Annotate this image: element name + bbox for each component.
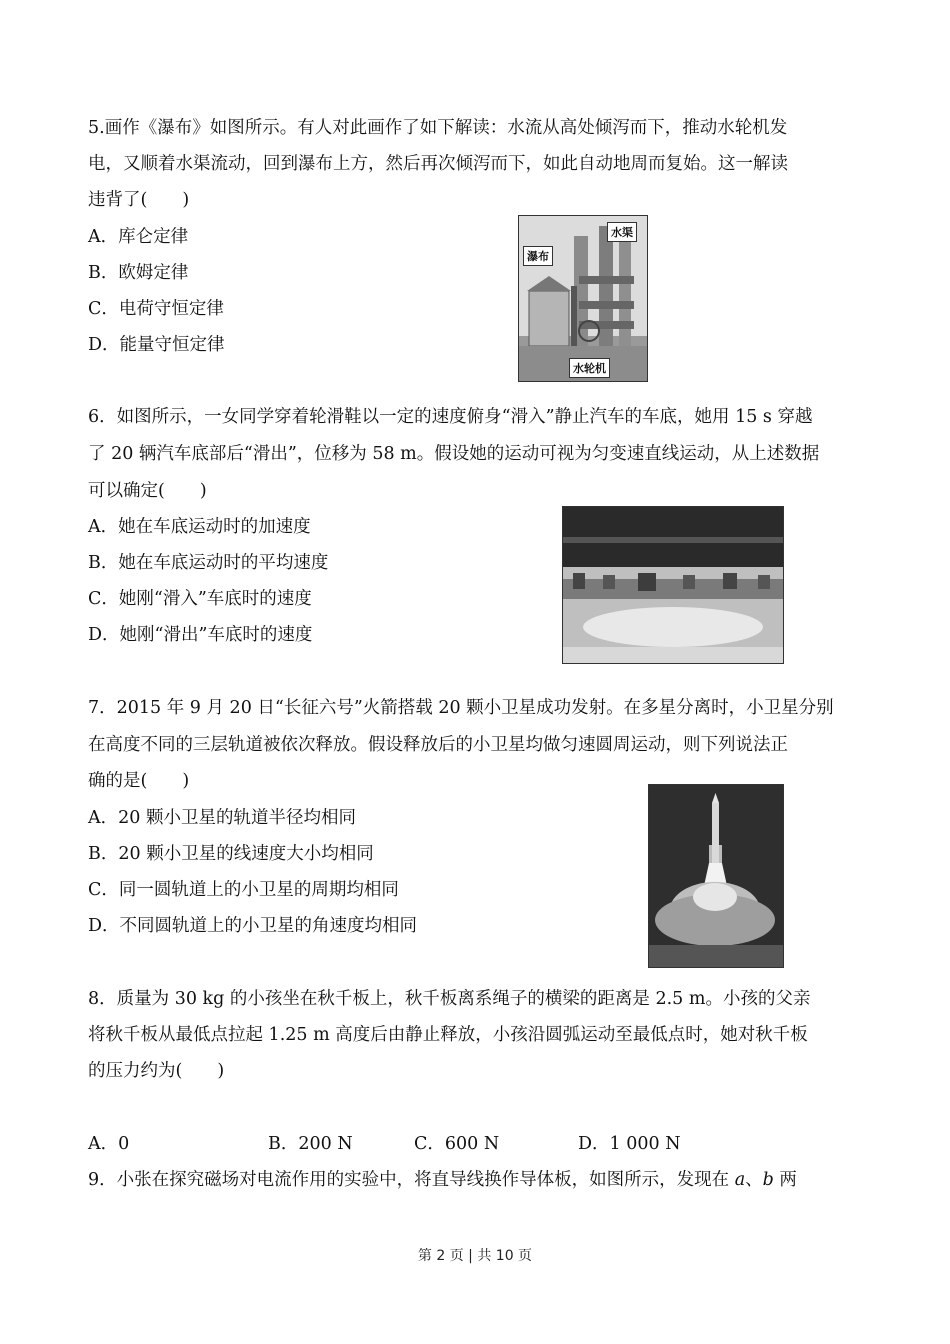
q6-option-d: D．她刚“滑出”车底时的速度 (88, 625, 313, 645)
q7-option-b: B．20 颗小卫星的线速度大小均相同 (88, 844, 374, 864)
q7-option-a: A．20 颗小卫星的轨道半径均相同 (88, 808, 356, 828)
q9-tail: 两 (773, 1170, 797, 1190)
q7-line-1: 7．2015 年 9 月 20 日“长征六号”火箭搭载 20 颗小卫星成功发射。在多星分离时，小卫星分别 (88, 698, 834, 718)
skating-photo-drawing (563, 507, 783, 663)
q7-option-c: C．同一圆轨道上的小卫星的周期均相同 (88, 880, 399, 900)
q8-option-b: B．200 N (268, 1134, 353, 1154)
q8-line-2: 将秋千板从最低点拉起 1.25 m 高度后由静止释放，小孩沿圆弧运动至最低点时，她对秋千板 (88, 1025, 808, 1045)
q6-line-1: 6．如图所示，一女同学穿着轮滑鞋以一定的速度俯身“滑入”静止汽车的车底，她用 15 s 穿越 (88, 407, 813, 427)
q9-var-b: b (762, 1170, 774, 1190)
waterfall-label: 瀑布 (523, 246, 553, 266)
q8-option-d: D．1 000 N (578, 1134, 681, 1154)
q9-line-1 (88, 1168, 797, 1192)
q7-line-3: 确的是( ) (88, 771, 190, 791)
turbine-label: 水轮机 (569, 358, 610, 378)
skating-photo (562, 506, 784, 664)
page-footer: 第 2 页 | 共 10 页 (417, 1248, 533, 1264)
q5-option-d: D．能量守恒定律 (88, 335, 225, 355)
q7-option-d: D．不同圆轨道上的小卫星的角速度均相同 (88, 916, 418, 936)
waterfall-figure (518, 215, 648, 382)
channel-label: 水渠 (607, 222, 637, 242)
q5-option-c: C．电荷守恒定律 (88, 299, 224, 319)
q6-line-3: 可以确定( ) (88, 481, 207, 501)
q5-option-a: A．库仑定律 (88, 227, 189, 247)
q7-line-2: 在高度不同的三层轨道被依次释放。假设释放后的小卫星均做匀速圆周运动，则下列说法正 (88, 735, 788, 755)
q6-option-a: A．她在车底运动时的加速度 (88, 517, 311, 537)
rocket-photo-drawing (649, 785, 783, 967)
q8-option-c: C．600 N (414, 1134, 500, 1154)
q5-line-1: 5.画作《瀑布》如图所示。有人对此画作了如下解读：水流从高处倾泻而下，推动水轮机发 (88, 118, 788, 138)
rocket-photo (648, 784, 784, 968)
q9-text: 9．小张在探究磁场对电流作用的实验中，将直导线换作导体板，如图所示，发现在 (88, 1170, 735, 1190)
q8-line-3: 的压力约为( ) (88, 1061, 225, 1081)
q8-line-1: 8．质量为 30 kg 的小孩坐在秋千板上，秋千板离系绳子的横梁的距离是 2.5 m。小孩的父亲 (88, 989, 811, 1009)
q5-option-b: B．欧姆定律 (88, 263, 189, 283)
q8-option-a: A．0 (88, 1134, 130, 1154)
q9-var-a: a (734, 1170, 746, 1190)
q6-option-b: B．她在车底运动时的平均速度 (88, 553, 329, 573)
q6-line-2: 了 20 辆汽车底部后“滑出”，位移为 58 m。假设她的运动可视为匀变速直线运动，从上述数据 (88, 444, 820, 464)
q9-sep: 、 (745, 1170, 763, 1190)
q6-option-c: C．她刚“滑入”车底时的速度 (88, 589, 312, 609)
q5-line-3: 违背了( ) (88, 190, 190, 210)
q5-line-2: 电，又顺着水渠流动，回到瀑布上方，然后再次倾泻而下，如此自动地周而复始。这一解读 (88, 154, 788, 174)
